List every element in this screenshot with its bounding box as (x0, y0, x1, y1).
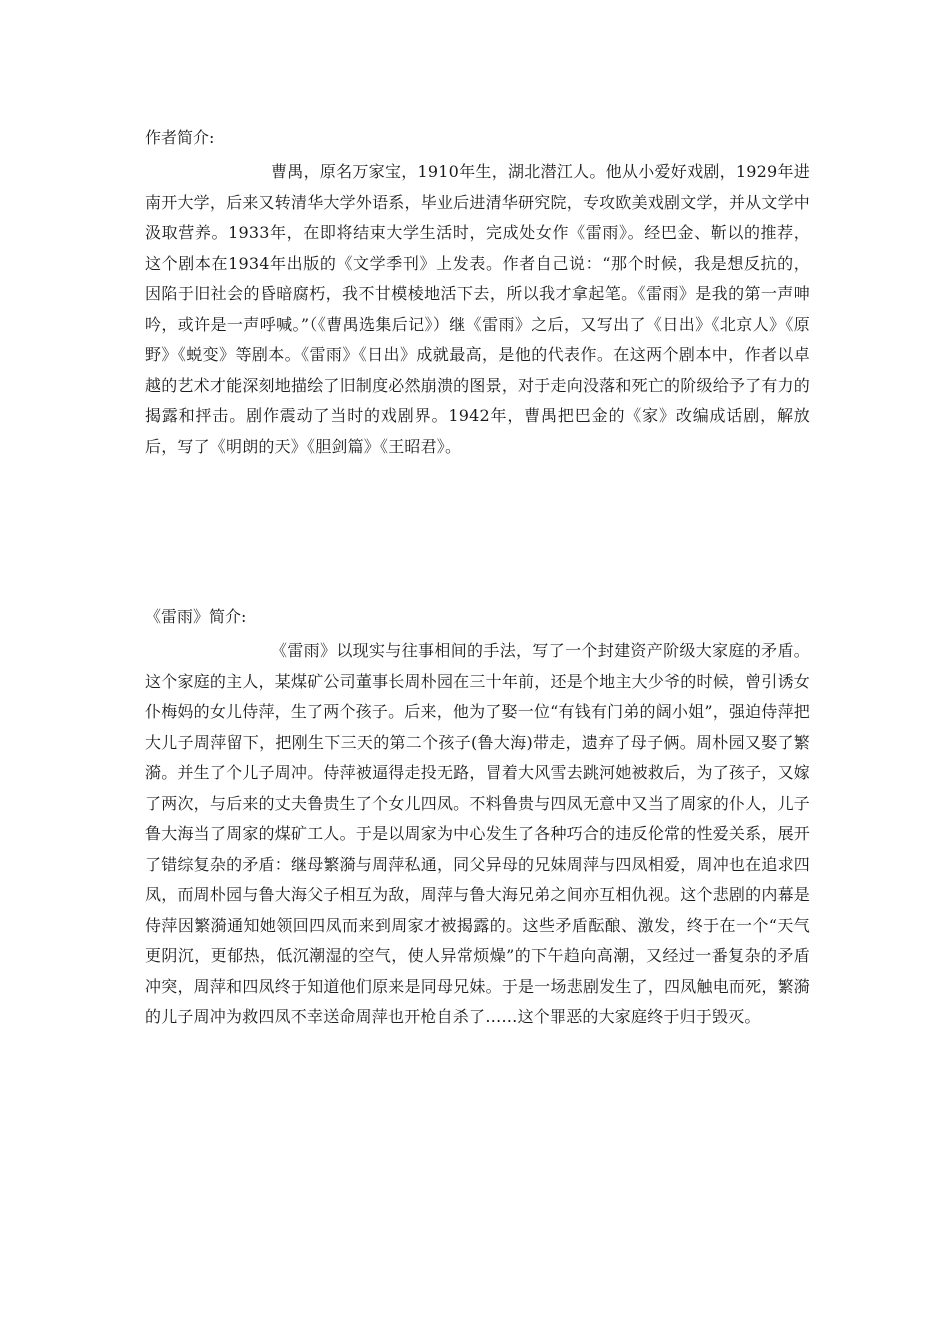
play-intro-paragraph: 《雷雨》以现实与往事相间的手法，写了一个封建资产阶级大家庭的矛盾。这个家庭的主人，某煤矿公司董事长周朴园在三十年前，还是个地主大少爷的时候，曾引诱女仆梅妈的女儿侍萍，生了两个孩子。后来，他为了娶一位“有钱有门弟的阔小姐”，强迫侍萍把大儿子周萍留下，把刚生下三天的第二个孩子(鲁大海)带走，遗弃了母子俩。周朴园又娶了繁漪。并生了个儿子周冲。侍萍被逼得走投无路，冒着大风雪去跳河她被救后，为了孩子，又嫁了两次，与后来的丈夫鲁贵生了个女儿四凤。不料鲁贵与四凤无意中又当了周家的仆人，儿子鲁大海当了周家的煤矿工人。于是以周家为中心发生了各种巧合的违反伦常的性爱关系，展开了错综复杂的矛盾：继母繁漪与周萍私通，同父异母的兄妹周萍与四凤相爱，周冲也在追求四凤，而周朴园与鲁大海父子相互为敌，周萍与鲁大海兄弟之间亦互相仇视。这个悲剧的内幕是侍萍因繁漪通知她领回四凤而来到周家才被揭露的。这些矛盾酝酿、激发，终于在一个“天气更阴沉，更郁热，低沉潮湿的空气，使人异常烦燥”的下午趋向高潮，又经过一番复杂的矛盾冲突，周萍和四凤终于知道他们原来是同母兄妹。于是一场悲剧发生了，四凤触电而死，繁漪的儿子周冲为救四凤不幸送命周萍也开枪自杀了……这个罪恶的大家庭终于归于毁灭。 (145, 641, 810, 1026)
play-intro-heading: 《雷雨》简介: (145, 607, 247, 626)
author-intro-heading: 作者简介: (145, 128, 215, 147)
author-intro-paragraph: 曹禺，原名万家宝，1910年生，湖北潜江人。他从小爱好戏剧，1929年进南开大学，后来又转清华大学外语系，毕业后进清华研究院，专攻欧美戏剧文学，并从文学中汲取营养。1933年，在即将结束大学生活时，完成处女作《雷雨》。经巴金、靳以的推荐，这个剧本在1934年出版的《文学季刊》上发表。作者自己说：“那个时候，我是想反抗的，因陷于旧社会的昏暗腐朽，我不甘模棱地活下去，所以我才拿起笔。《雷雨》是我的第一声呻吟，或许是一声呼喊。”（《曹禺选集后记》）继《雷雨》之后，又写出了《日出》《北京人》《原野》《蜕变》等剧本。《雷雨》《日出》成就最高，是他的代表作。在这两个剧本中，作者以卓越的艺术才能深刻地描绘了旧制度必然崩溃的图景，对于走向没落和死亡的阶级给予了有力的揭露和抨击。剧作震动了当时的戏剧界。1942年，曹禺把巴金的《家》改编成话剧，解放后，写了《明朗的天》《胆剑篇》《王昭君》。 (145, 162, 810, 456)
